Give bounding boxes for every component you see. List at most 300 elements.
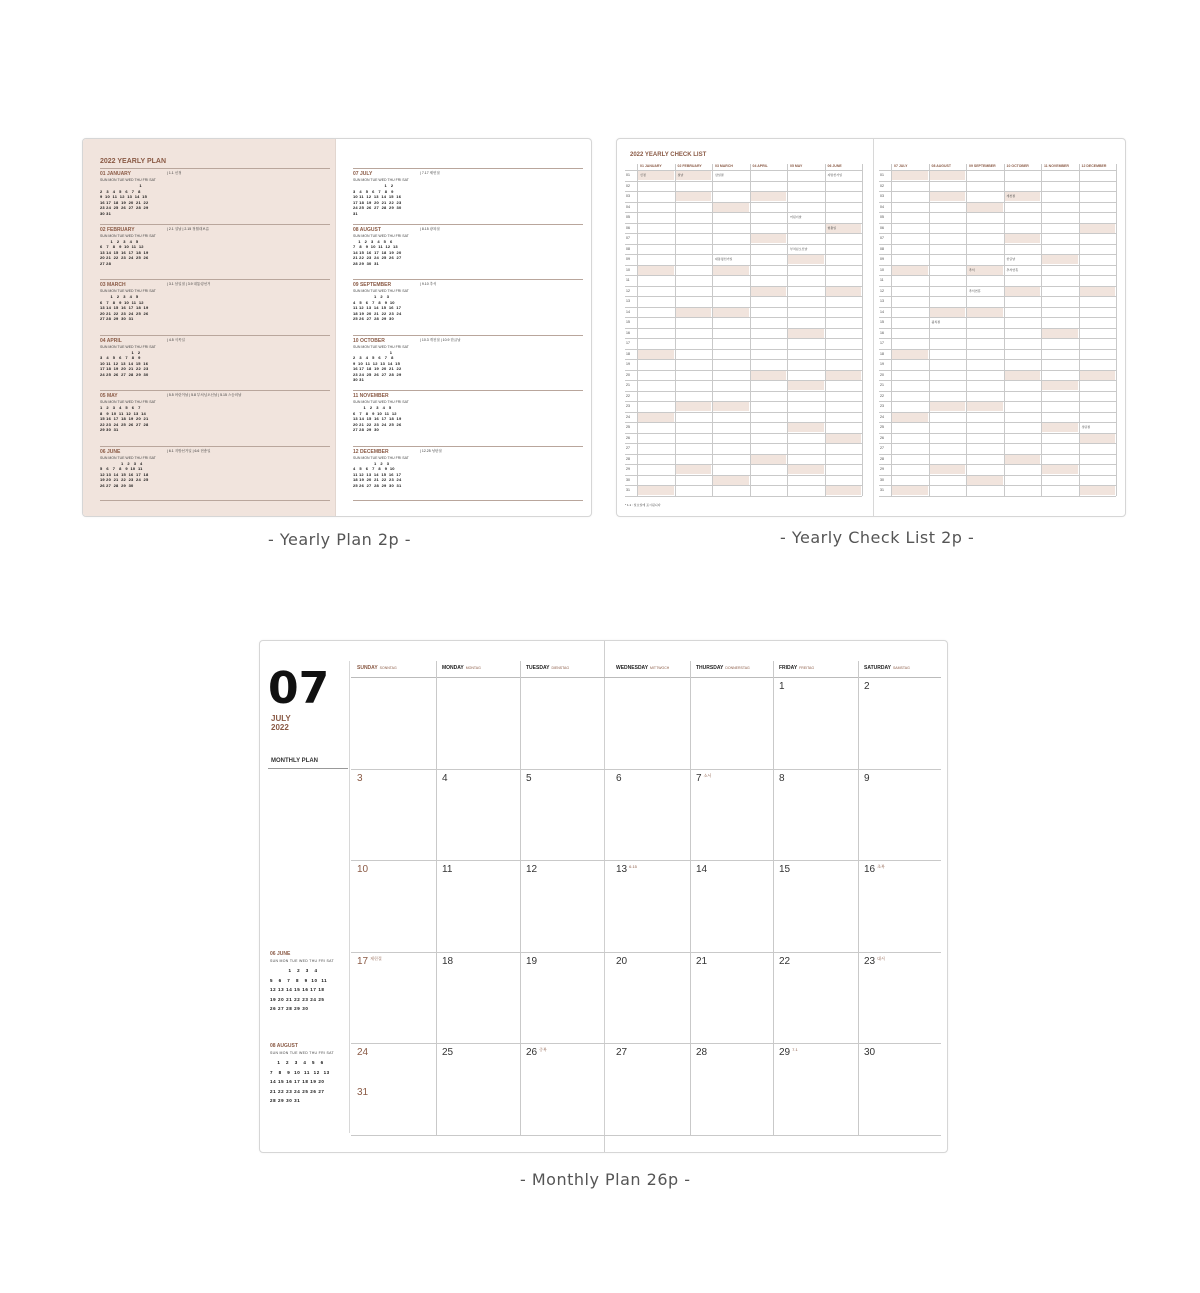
- weekday-header-thursday: [696, 665, 750, 671]
- column-line: [1041, 164, 1042, 496]
- month-column-header: 11 NOVEMBER: [1044, 164, 1069, 168]
- date-number: 12: [526, 864, 538, 875]
- day-number: 06: [880, 225, 884, 230]
- month-column-header: 01 JANUARY: [640, 164, 662, 168]
- mini-calendar-june: [270, 951, 350, 1016]
- day-number: 04: [626, 204, 630, 209]
- date-cell: [442, 773, 448, 784]
- week-row: 5 6 7 8 9 10 11: [100, 466, 143, 472]
- mini-week-row: 1 2 3 4: [270, 968, 318, 973]
- week-row: 18 19 20 21 22 23 24: [353, 477, 402, 483]
- column-line: [891, 164, 892, 496]
- holiday-note: | 2.1 설날 | 2.15 정월대보름: [167, 226, 210, 231]
- day-number: 16: [880, 330, 884, 335]
- highlight-cell: [1005, 455, 1041, 464]
- week-row: 1 2 3 4 5 6: [353, 238, 393, 244]
- month-block: [353, 338, 583, 384]
- week-row: 6 7 8 9 10 11 12: [100, 244, 144, 250]
- highlight-cell: [967, 203, 1003, 212]
- column-line: [1116, 164, 1117, 496]
- month-name: 09 SEPTEMBER: [353, 282, 392, 288]
- date-note: 초복: [877, 864, 885, 869]
- date-cell: [696, 773, 711, 784]
- day-number: 09: [626, 257, 630, 261]
- holiday-note: | 5.5 어린이날 | 5.8 부처님오신날 | 5.15 스승의날: [167, 393, 242, 397]
- day-number: 28: [626, 456, 630, 461]
- day-number: 22: [626, 393, 630, 398]
- day-number: 25: [880, 425, 884, 429]
- yearly-plan-spread: [82, 138, 592, 517]
- month-divider: [353, 500, 583, 501]
- weekday-name: THURSDAY: [696, 665, 724, 671]
- day-number: 26: [626, 435, 630, 440]
- weekday-name: SATURDAY: [864, 665, 891, 671]
- day-number: 09: [880, 257, 884, 261]
- highlight-cell: [638, 486, 674, 495]
- mini-week-row: 7 8 9 10 11 12 13: [270, 1069, 330, 1075]
- mini-week-row: 28 29 30 31: [270, 1098, 301, 1103]
- date-cell: [616, 864, 637, 875]
- row-line: [625, 265, 862, 266]
- row-line: [625, 212, 862, 213]
- day-number: 08: [880, 246, 884, 251]
- mini-week-row: 12 13 14 15 16 17 18: [270, 987, 325, 992]
- row-line: [879, 433, 1116, 434]
- week-row: 17 18 19 20 21 22 23: [100, 366, 149, 372]
- day-number: 14: [880, 309, 884, 314]
- week-row: 23 24 25 26 27 28 29: [353, 371, 402, 377]
- column-line: [675, 164, 676, 496]
- event-note: 추석: [969, 267, 975, 272]
- row-line: [879, 307, 1116, 308]
- date-note: 7.1: [792, 1047, 798, 1052]
- row-line: [879, 296, 1116, 297]
- date-cell: [779, 1047, 798, 1058]
- date-note: 중복: [539, 1047, 547, 1052]
- week-row: 1 2 3 4 5: [353, 405, 392, 410]
- month-divider: [100, 500, 330, 501]
- row-line: [879, 412, 1116, 413]
- row-line: [625, 181, 862, 182]
- week-row: 19 20 21 22 23 24 25: [100, 477, 149, 483]
- weekday-header-wednesday: [616, 665, 669, 671]
- mini-dow: SUN MON TUE WED THU FRI SAT: [270, 959, 334, 963]
- month-divider: [100, 168, 330, 169]
- highlight-cell: [751, 192, 787, 201]
- date-number: 20: [616, 955, 628, 967]
- week-row: 2 3 4 5 6 7 8: [100, 188, 141, 194]
- row-line: [625, 202, 862, 203]
- day-number: 17: [880, 341, 884, 345]
- highlight-cell: [892, 486, 928, 495]
- week-row: 12 13 14 15 16 17 18: [100, 471, 149, 477]
- day-number: 11: [880, 278, 884, 282]
- row-line: [879, 359, 1116, 360]
- day-number: 25: [626, 425, 630, 429]
- row-line: [879, 328, 1116, 329]
- row-line: [625, 223, 862, 224]
- weekday-header: SUN MON TUE WED THU FRI SAT: [100, 400, 156, 404]
- date-number: 19: [526, 955, 538, 967]
- highlight-cell: [788, 465, 824, 474]
- week-row: 1 2 3 4: [100, 460, 143, 466]
- weekday-header: SUN MON TUE WED THU FRI SAT: [100, 178, 156, 182]
- row-line: [879, 212, 1116, 213]
- date-cell: [864, 773, 870, 784]
- highlight-cell: [638, 413, 674, 422]
- day-number: 17: [626, 341, 630, 345]
- date-number: 4: [442, 772, 448, 784]
- weekday-header: SUN MON TUE WED THU FRI SAT: [100, 455, 156, 460]
- day-number: 13: [626, 299, 630, 303]
- date-cell: [526, 956, 537, 967]
- column-line: [787, 164, 788, 496]
- week-row: 8 9 10 11 12 13 14: [100, 410, 146, 416]
- weekday-sub: MITTWOCH: [650, 666, 670, 670]
- date-number: 16: [864, 864, 876, 875]
- week-row: 1 2 3 4 5 6 7: [100, 405, 141, 410]
- weekday-header-tuesday: [526, 665, 569, 671]
- month-divider: [353, 224, 583, 225]
- date-number: 5: [526, 772, 532, 784]
- month-column-header: 06 JUNE: [827, 164, 842, 168]
- date-number: 30: [864, 1047, 876, 1058]
- week-row: 1 2: [353, 183, 394, 188]
- month-column-header: 02 FEBRUARY: [677, 164, 702, 168]
- week-row: 24 25 26 27 28 29 30: [100, 371, 149, 377]
- date-number: 27: [616, 1047, 628, 1058]
- weekday-header-saturday: [864, 665, 910, 671]
- yearly-plan-title: 2022 YEARLY PLAN: [100, 158, 167, 165]
- row-line: [879, 181, 1116, 182]
- month-column-header: 05 MAY: [790, 164, 803, 168]
- week-row: 4 5 6 7 8 9 10: [353, 299, 395, 305]
- highlight-cell: [1042, 329, 1078, 338]
- month-divider: [100, 446, 330, 447]
- highlight-cell: [967, 308, 1003, 317]
- weekday-header: SUN MON TUE WED THU FRI SAT: [353, 178, 409, 182]
- weekday-header: SUN MON TUE WED THU FRI SAT: [100, 344, 156, 349]
- column-line: [1004, 164, 1005, 496]
- week-row: 27 28 29 30: [353, 427, 379, 433]
- month-name: 01 JANUARY: [100, 171, 131, 177]
- highlight-cell: [967, 476, 1003, 485]
- row-line: [625, 370, 862, 371]
- month-name: 07 JULY: [353, 171, 373, 177]
- monthly-plan-caption: - Monthly Plan 26p -: [520, 1170, 691, 1189]
- date-number: 7: [696, 772, 702, 784]
- month-column-header: 03 MARCH: [715, 164, 733, 168]
- event-note: 삼일절: [715, 173, 724, 177]
- column-line: [1079, 164, 1080, 496]
- month-divider: [100, 335, 330, 336]
- highlight-cell: [638, 350, 674, 359]
- date-cell: [616, 773, 622, 784]
- holiday-note: | 9.10 추석: [420, 282, 437, 286]
- highlight-cell: [826, 371, 862, 380]
- highlight-cell: [713, 266, 749, 275]
- row-line: [625, 454, 862, 455]
- day-number: 10: [880, 267, 884, 272]
- row-line: [879, 475, 1116, 476]
- mini-week-row: 19 20 21 22 23 24 25: [270, 996, 325, 1002]
- column-line: [712, 164, 713, 496]
- day-number: 06: [626, 225, 630, 230]
- mini-month-name: 06 JUNE: [270, 951, 291, 957]
- highlight-cell: [1042, 423, 1078, 432]
- week-row: 1 2 3: [353, 460, 390, 466]
- day-number: 24: [880, 414, 884, 419]
- highlight-cell: [826, 434, 862, 443]
- date-cell: [864, 956, 885, 967]
- day-number: 15: [626, 320, 630, 324]
- highlight-cell: [1080, 434, 1116, 443]
- row-line: [625, 286, 862, 287]
- date-number: 28: [696, 1047, 708, 1058]
- row-line: [625, 328, 862, 329]
- month-name: 06 JUNE: [100, 448, 121, 455]
- row-line: [625, 380, 862, 381]
- day-number: 24: [626, 414, 630, 419]
- weekday-name: FRIDAY: [779, 665, 798, 671]
- week-row: 10 11 12 13 14 15 16: [353, 194, 402, 200]
- highlight-cell: [826, 287, 862, 296]
- weekday-sub: MONTAG: [465, 666, 481, 670]
- highlight-cell: [676, 465, 712, 474]
- date-note: 대서: [877, 955, 885, 961]
- date-note: 소서: [703, 772, 712, 778]
- event-note: 현충일: [827, 225, 837, 230]
- date-cell: [357, 1047, 368, 1058]
- row-line: [625, 359, 862, 360]
- day-number: 12: [626, 288, 630, 293]
- week-row-line: [351, 1043, 941, 1044]
- row-line: [625, 275, 862, 276]
- week-row: 1 2: [100, 349, 141, 355]
- row-line: [879, 485, 1116, 486]
- highlight-cell: [892, 266, 928, 275]
- row-line: [879, 286, 1116, 287]
- row-line: [879, 380, 1116, 381]
- week-row: 15 16 17 18 19 20 21: [100, 416, 149, 422]
- date-number: 10: [357, 864, 369, 875]
- row-line: [625, 485, 862, 486]
- row-line: [879, 265, 1116, 266]
- week-row: 29 30 31: [100, 427, 119, 433]
- month-divider: [100, 224, 330, 225]
- day-column-line: [520, 661, 521, 1135]
- row-line: [879, 244, 1116, 245]
- date-number: 24: [357, 1047, 369, 1058]
- month-divider: [100, 279, 330, 280]
- highlight-cell: [788, 329, 824, 338]
- week-row: 20 21 22 23 24 25 26: [100, 310, 149, 316]
- row-line: [625, 191, 862, 192]
- highlight-cell: [676, 402, 712, 411]
- row-line: [625, 412, 862, 413]
- row-line: [625, 296, 862, 297]
- week-row: 1 2 3: [353, 294, 390, 299]
- day-number: 11: [626, 278, 630, 282]
- day-number: 18: [626, 351, 630, 356]
- day-number: 07: [880, 236, 884, 240]
- date-number: 13: [616, 864, 628, 875]
- highlight-cell: [676, 308, 712, 317]
- week-row: 1: [100, 183, 142, 188]
- month-name: 08 AUGUST: [353, 226, 381, 233]
- week-row: 11 12 13 14 15 16 17: [353, 471, 402, 477]
- week-row-line: [351, 952, 941, 953]
- event-note: 한글날: [1006, 257, 1016, 261]
- date-number: 1: [779, 681, 785, 692]
- highlight-cell: [930, 402, 966, 411]
- highlight-cell: [1080, 371, 1116, 380]
- row-line: [625, 233, 862, 234]
- highlight-cell: [751, 455, 787, 464]
- highlight-cell: [930, 465, 966, 474]
- date-cell: [616, 956, 627, 967]
- date-number: 25: [442, 1047, 454, 1058]
- highlight-cell: [1042, 465, 1078, 474]
- date-note: 제헌절: [370, 955, 382, 961]
- day-number: 07: [626, 236, 630, 240]
- day-number: 31: [880, 488, 884, 492]
- week-row: 6 7 8 9 10 11 12: [100, 299, 144, 305]
- month-block: [100, 338, 330, 378]
- month-name: 02 FEBRUARY: [100, 226, 135, 233]
- month-block: [353, 227, 583, 267]
- month-name: 05 MAY: [100, 393, 118, 399]
- holiday-note: | 8.15 광복절: [420, 226, 440, 231]
- row-line: [879, 223, 1116, 224]
- holiday-note: | 10.3 개천절 | 10.9 한글날: [420, 337, 461, 342]
- date-number: 21: [696, 955, 708, 967]
- week-row: 3 4 5 6 7 8 9: [100, 355, 141, 361]
- weekday-header-friday: [779, 665, 814, 671]
- highlight-cell: [1005, 287, 1041, 296]
- date-number: 22: [779, 955, 791, 967]
- week-row: 14 15 16 17 18 19 20: [353, 249, 402, 255]
- event-note: 광복절: [931, 320, 941, 324]
- highlight-cell: [788, 381, 824, 390]
- column-line: [637, 164, 638, 496]
- date-cell: [357, 956, 382, 967]
- highlight-cell: [713, 402, 749, 411]
- weekday-name: TUESDAY: [526, 665, 550, 671]
- date-cell: [864, 681, 870, 692]
- sidebar-rule: [268, 768, 348, 769]
- month-number: 07: [268, 663, 330, 714]
- month-name: 04 APRIL: [100, 337, 122, 344]
- week-row: 25 26 27 28 29 30 31: [353, 482, 402, 488]
- day-number: 18: [880, 351, 884, 356]
- row-line: [625, 443, 862, 444]
- row-line: [879, 401, 1116, 402]
- date-cell: [779, 773, 785, 784]
- day-column-line: [436, 661, 437, 1135]
- event-note: 지방선거일: [827, 173, 842, 177]
- check-list-title: 2022 YEARLY CHECK LIST: [630, 152, 707, 158]
- day-number: 10: [626, 267, 630, 272]
- holiday-note: | 12.25 성탄절: [420, 448, 442, 453]
- month-block: [100, 171, 330, 217]
- day-column-line: [690, 661, 691, 1135]
- week-row: 16 17 18 19 20 21 22: [100, 199, 149, 205]
- row-line: [625, 254, 862, 255]
- column-line: [966, 164, 967, 496]
- day-number: 20: [626, 372, 630, 377]
- weekday-header: SUN MON TUE WED THU FRI SAT: [353, 400, 409, 404]
- week-row: 23 24 25 26 27 28 29: [100, 205, 149, 211]
- week-row: 30 31: [100, 210, 112, 216]
- yearly-plan-caption: - Yearly Plan 2p -: [268, 530, 412, 549]
- date-cell: [442, 864, 452, 875]
- day-number: 30: [626, 477, 630, 482]
- week-row: 26 27 28 29 30: [100, 482, 134, 488]
- day-number: 27: [626, 446, 630, 450]
- day-number: 01: [880, 173, 884, 177]
- weekday-sub: SONNTAG: [379, 666, 397, 670]
- day-number: 21: [880, 383, 884, 387]
- weekday-sub: DONNERSTAG: [725, 666, 750, 670]
- weekday-header: SUN MON TUE WED THU FRI SAT: [353, 344, 409, 349]
- date-number: 14: [696, 864, 708, 875]
- week-row-line: [351, 1135, 941, 1136]
- row-line: [625, 338, 862, 339]
- header-rule: [351, 677, 941, 678]
- week-row: 2 3 4 5 6 7 8: [353, 355, 394, 361]
- month-block: [100, 393, 330, 433]
- date-cell: [526, 864, 537, 875]
- weekday-name: SUNDAY: [357, 665, 378, 671]
- date-number: 29: [779, 1047, 791, 1058]
- weekday-sub: SAMSTAG: [892, 666, 910, 670]
- month-block: [353, 449, 583, 489]
- mini-week-row: 26 27 28 29 30: [270, 1006, 309, 1011]
- weekday-header-sunday: [357, 665, 397, 671]
- highlight-cell: [892, 413, 928, 422]
- row-line: [879, 454, 1116, 455]
- month-divider: [353, 390, 583, 391]
- holiday-note: | 7.17 제헌절: [420, 171, 440, 175]
- mini-month-name: 08 AUGUST: [270, 1043, 298, 1049]
- date-number: 17: [357, 955, 369, 967]
- week-row: 20 21 22 23 24 25 26: [353, 421, 402, 427]
- check-list-footnote: * 1.1 : 일요일에 표시됩니다: [625, 503, 661, 507]
- weekday-header-monday: [442, 665, 481, 671]
- highlight-cell: [751, 234, 787, 243]
- week-row: 13 14 15 16 17 18 19: [100, 249, 149, 255]
- row-line: [879, 317, 1116, 318]
- month-column-header: 09 SEPTEMBER: [969, 164, 996, 168]
- row-line: [625, 422, 862, 423]
- row-line: [625, 170, 862, 171]
- week-row: 11 12 13 14 15 16 17: [353, 305, 402, 311]
- month-divider: [353, 335, 583, 336]
- column-line: [862, 164, 863, 496]
- day-column-line: [858, 661, 859, 1135]
- day-number: 28: [880, 456, 884, 461]
- month-name: 03 MARCH: [100, 282, 126, 288]
- row-line: [625, 496, 862, 497]
- day-number: 23: [880, 404, 884, 408]
- column-line: [750, 164, 751, 496]
- weekday-header: SUN MON TUE WED THU FRI SAT: [353, 455, 409, 460]
- day-number: 20: [880, 372, 884, 377]
- row-line: [879, 496, 1116, 497]
- page-gutter: [604, 641, 605, 1152]
- row-line: [879, 233, 1116, 234]
